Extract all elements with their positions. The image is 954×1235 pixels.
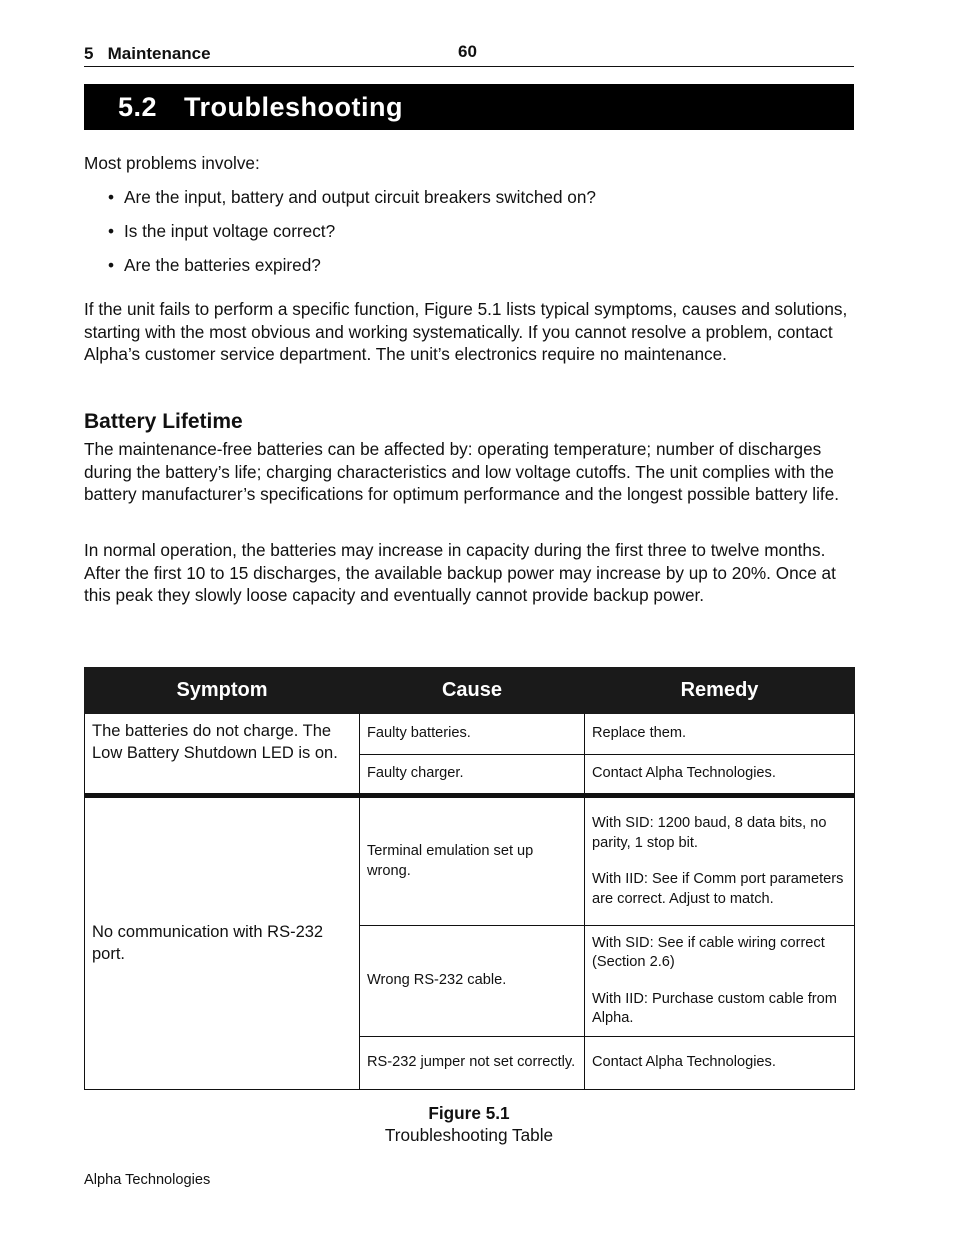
remedy-line: With SID: 1200 baud, 8 data bits, no parity, 1 stop bit. [592, 815, 827, 851]
figure-label: Figure 5.1 [428, 1103, 510, 1123]
table-row [85, 796, 855, 926]
symptom-cell: No communication with RS-232 port. [85, 796, 360, 1090]
bullet-dot-icon: • [108, 255, 115, 275]
cause-cell: Faulty charger. [360, 755, 585, 796]
bullet-text: Are the batteries expired? [124, 255, 321, 275]
section-title-bar [84, 84, 854, 130]
page-footer: Alpha Technologies [84, 1172, 211, 1188]
bullet-dot-icon: • [108, 187, 115, 207]
troubleshooting-table [84, 667, 855, 1090]
bullet-text: Are the input, battery and output circuit breakers switched on? [124, 187, 596, 207]
remedy-gap [592, 973, 847, 990]
table-header-row [85, 668, 855, 714]
section-label: 5 Maintenance [84, 44, 211, 63]
cause-cell: RS-232 jumper not set correctly. [360, 1037, 585, 1090]
header-remedy: Remedy [585, 668, 855, 714]
page-number: 60 [458, 42, 477, 61]
battery-paragraph-2: In normal operation, the batteries may increase in capacity during the first three to twelve months. After the first 10 to 15 discharges, the available backup power may increase by up to 20%. Once at this peak they slowly loose capacity and eventually cannot provide backup power. [84, 540, 836, 606]
bullet-item [108, 254, 321, 276]
remedy-cell: Contact Alpha Technologies. [585, 755, 855, 796]
header-symptom: Symptom [85, 668, 360, 714]
remedy-gap [592, 853, 847, 870]
section-number: 5.2 [118, 92, 158, 122]
figure-caption: Troubleshooting Table [384, 1125, 554, 1145]
cause-cell: Faulty batteries. [360, 714, 585, 755]
cause-cell: Wrong RS-232 cable. [360, 926, 585, 1037]
table-row [85, 714, 855, 755]
cause-cell: Terminal emulation set up wrong. [360, 796, 585, 926]
battery-paragraph-1: The maintenance-free batteries can be affected by: operating temperature; number of discharges during the battery’s life; charging characteristics and low voltage cutoffs. The unit complies with the battery manufacturer’s specifications for optimum performance and the longest possible battery life. [84, 439, 840, 505]
page-header [84, 42, 854, 67]
remedy-line: With IID: See if Comm port parameters are correct. Adjust to match. [592, 871, 844, 907]
header-cause: Cause [360, 668, 585, 714]
remedy-line: With SID: See if cable wiring correct (Section 2.6) [592, 934, 825, 970]
symptom-cell: The batteries do not charge. The Low Battery Shutdown LED is on. [85, 714, 360, 796]
intro-text: Most problems involve: [84, 153, 260, 173]
remedy-line: With IID: Purchase custom cable from Alpha. [592, 990, 837, 1026]
remedy-cell: Contact Alpha Technologies. [585, 1037, 855, 1090]
bullet-text: Is the input voltage correct? [124, 221, 336, 241]
remedy-cell [585, 796, 855, 926]
troubleshoot-paragraph: If the unit fails to perform a specific function, Figure 5.1 lists typical symptoms, causes and solutions, starting with the most obvious and working systematically. If you cannot resolve a problem, contact Alpha’s customer service department. The unit’s electronics require no maintenance. [84, 299, 848, 365]
remedy-cell [585, 926, 855, 1037]
battery-lifetime-heading: Battery Lifetime [84, 410, 243, 433]
bullet-dot-icon: • [108, 221, 115, 241]
bullet-item [108, 186, 596, 208]
remedy-cell: Replace them. [585, 714, 855, 755]
section-title: Troubleshooting [184, 92, 403, 122]
bullet-item [108, 220, 335, 242]
